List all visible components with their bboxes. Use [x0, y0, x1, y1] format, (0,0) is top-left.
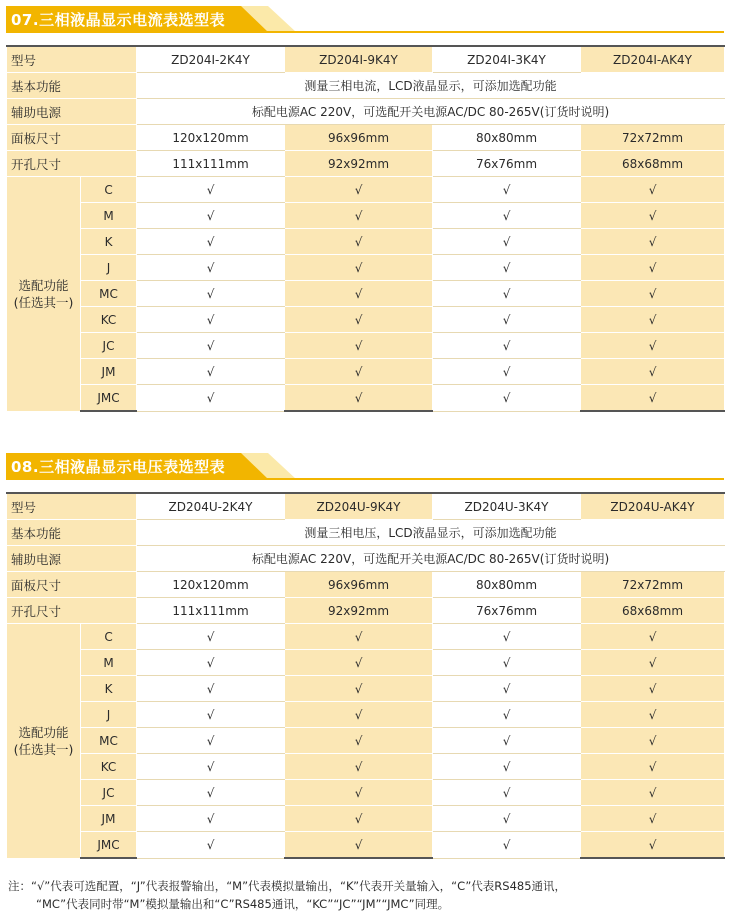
- spec-table: [6, 45, 725, 412]
- option-row: [7, 255, 725, 281]
- check-mark: √: [581, 307, 725, 333]
- check-mark: √: [581, 624, 725, 650]
- table-section-current: [6, 6, 724, 405]
- check-mark: √: [581, 676, 725, 702]
- check-mark: √: [581, 650, 725, 676]
- check-mark: √: [137, 832, 285, 859]
- check-mark: √: [581, 728, 725, 754]
- cutout-size-row: [7, 598, 725, 624]
- cutout-size-cell: 111x111mm: [137, 151, 285, 177]
- option-row: [7, 832, 725, 859]
- panel-size-cell: 120x120mm: [137, 572, 285, 598]
- cutout-size-cell: 92x92mm: [285, 598, 433, 624]
- check-mark: √: [433, 676, 581, 702]
- check-mark: √: [285, 702, 433, 728]
- check-mark: √: [433, 624, 581, 650]
- option-code: M: [81, 203, 137, 229]
- check-mark: √: [285, 806, 433, 832]
- model-cell: ZD204U-AK4Y: [581, 493, 725, 520]
- option-code: C: [81, 177, 137, 203]
- option-row: [7, 385, 725, 412]
- check-mark: √: [581, 832, 725, 859]
- check-mark: √: [433, 754, 581, 780]
- option-code: JM: [81, 806, 137, 832]
- check-mark: √: [285, 650, 433, 676]
- header-rule: [6, 31, 724, 33]
- option-row: [7, 333, 725, 359]
- check-mark: √: [285, 281, 433, 307]
- model-cell: ZD204U-3K4Y: [433, 493, 581, 520]
- aux-power-row: [7, 99, 725, 125]
- check-mark: √: [137, 229, 285, 255]
- check-mark: √: [137, 806, 285, 832]
- check-mark: √: [581, 203, 725, 229]
- check-mark: √: [137, 728, 285, 754]
- option-row: [7, 624, 725, 650]
- check-mark: √: [285, 255, 433, 281]
- check-mark: √: [137, 676, 285, 702]
- row-label: 基本功能: [7, 520, 137, 546]
- basic-function-value: 测量三相电流，LCD液晶显示，可添加选配功能: [137, 73, 725, 99]
- model-cell: ZD204U-2K4Y: [137, 493, 285, 520]
- section-header: [6, 6, 724, 32]
- option-code: JMC: [81, 385, 137, 412]
- row-label: 面板尺寸: [7, 125, 137, 151]
- option-row: [7, 754, 725, 780]
- section-title: 07.三相液晶显示电流表选型表: [11, 11, 226, 29]
- option-row: [7, 676, 725, 702]
- panel-size-cell: 72x72mm: [581, 572, 725, 598]
- model-row: [7, 493, 725, 520]
- check-mark: √: [433, 385, 581, 412]
- check-mark: √: [285, 728, 433, 754]
- header-rule: [6, 478, 724, 480]
- option-row: [7, 307, 725, 333]
- panel-size-cell: 72x72mm: [581, 125, 725, 151]
- option-code: KC: [81, 754, 137, 780]
- option-row: [7, 806, 725, 832]
- row-label: 型号: [7, 46, 137, 73]
- row-label: 开孔尺寸: [7, 151, 137, 177]
- options-label-line-1: 选配功能: [18, 724, 69, 740]
- cutout-size-cell: 92x92mm: [285, 151, 433, 177]
- check-mark: √: [433, 203, 581, 229]
- check-mark: √: [137, 754, 285, 780]
- row-label: 辅助电源: [7, 99, 137, 125]
- panel-size-row: [7, 572, 725, 598]
- check-mark: √: [433, 307, 581, 333]
- option-code: JMC: [81, 832, 137, 859]
- check-mark: √: [137, 177, 285, 203]
- option-code: J: [81, 702, 137, 728]
- options-label-line-1: 选配功能: [18, 277, 69, 293]
- option-code: J: [81, 255, 137, 281]
- row-label: 面板尺寸: [7, 572, 137, 598]
- panel-size-cell: 120x120mm: [137, 125, 285, 151]
- check-mark: √: [285, 780, 433, 806]
- footnote: [8, 877, 724, 913]
- footnote-line-2: “MC”代表同时带“M”模拟量输出和“C”RS485通讯，“KC”“JC”“JM”“JMC”同理。: [36, 897, 450, 911]
- options-label-line-2: (任选其一): [13, 741, 74, 757]
- model-cell: ZD204I-AK4Y: [581, 46, 725, 73]
- options-group-label: [7, 624, 81, 859]
- check-mark: √: [137, 359, 285, 385]
- row-label: 型号: [7, 493, 137, 520]
- options-group-label: [7, 177, 81, 412]
- check-mark: √: [433, 333, 581, 359]
- table-section-voltage: [6, 453, 724, 852]
- check-mark: √: [433, 806, 581, 832]
- check-mark: √: [285, 333, 433, 359]
- panel-size-cell: 96x96mm: [285, 572, 433, 598]
- option-code: MC: [81, 728, 137, 754]
- check-mark: √: [137, 203, 285, 229]
- check-mark: √: [581, 333, 725, 359]
- option-code: K: [81, 229, 137, 255]
- row-label: 辅助电源: [7, 546, 137, 572]
- check-mark: √: [137, 702, 285, 728]
- footnote-line-1: 注：“√”代表可选配置，“J”代表报警输出，“M”代表模拟量输出，“K”代表开关量输入，“C”代表RS485通讯，: [8, 879, 567, 893]
- options-label-line-2: (任选其一): [13, 294, 74, 310]
- check-mark: √: [581, 806, 725, 832]
- option-code: M: [81, 650, 137, 676]
- check-mark: √: [285, 624, 433, 650]
- cutout-size-cell: 76x76mm: [433, 151, 581, 177]
- option-row: [7, 780, 725, 806]
- spec-table: [6, 492, 725, 859]
- cutout-size-cell: 76x76mm: [433, 598, 581, 624]
- check-mark: √: [137, 650, 285, 676]
- check-mark: √: [285, 203, 433, 229]
- option-code: JC: [81, 333, 137, 359]
- check-mark: √: [433, 255, 581, 281]
- model-row: [7, 46, 725, 73]
- row-label: 基本功能: [7, 73, 137, 99]
- check-mark: √: [137, 333, 285, 359]
- section-title: 08.三相液晶显示电压表选型表: [11, 458, 226, 476]
- option-row: [7, 229, 725, 255]
- check-mark: √: [433, 281, 581, 307]
- check-mark: √: [137, 281, 285, 307]
- option-code: JC: [81, 780, 137, 806]
- option-code: JM: [81, 359, 137, 385]
- option-code: MC: [81, 281, 137, 307]
- check-mark: √: [433, 177, 581, 203]
- option-row: [7, 177, 725, 203]
- option-code: KC: [81, 307, 137, 333]
- check-mark: √: [285, 676, 433, 702]
- section-header: [6, 453, 724, 479]
- panel-size-cell: 80x80mm: [433, 125, 581, 151]
- check-mark: √: [581, 359, 725, 385]
- check-mark: √: [285, 385, 433, 412]
- check-mark: √: [137, 780, 285, 806]
- check-mark: √: [581, 177, 725, 203]
- check-mark: √: [581, 281, 725, 307]
- check-mark: √: [137, 624, 285, 650]
- cutout-size-row: [7, 151, 725, 177]
- option-code: C: [81, 624, 137, 650]
- option-row: [7, 702, 725, 728]
- check-mark: √: [433, 359, 581, 385]
- check-mark: √: [581, 702, 725, 728]
- check-mark: √: [285, 832, 433, 859]
- check-mark: √: [285, 359, 433, 385]
- check-mark: √: [285, 307, 433, 333]
- cutout-size-cell: 111x111mm: [137, 598, 285, 624]
- check-mark: √: [581, 255, 725, 281]
- cutout-size-cell: 68x68mm: [581, 151, 725, 177]
- check-mark: √: [433, 650, 581, 676]
- check-mark: √: [581, 385, 725, 412]
- option-code: K: [81, 676, 137, 702]
- panel-size-row: [7, 125, 725, 151]
- check-mark: √: [285, 229, 433, 255]
- panel-size-cell: 80x80mm: [433, 572, 581, 598]
- check-mark: √: [433, 832, 581, 859]
- check-mark: √: [433, 780, 581, 806]
- model-cell: ZD204I-2K4Y: [137, 46, 285, 73]
- option-row: [7, 359, 725, 385]
- option-row: [7, 203, 725, 229]
- check-mark: √: [285, 754, 433, 780]
- model-cell: ZD204I-9K4Y: [285, 46, 433, 73]
- check-mark: √: [285, 177, 433, 203]
- basic-function-value: 测量三相电压，LCD液晶显示，可添加选配功能: [137, 520, 725, 546]
- check-mark: √: [137, 255, 285, 281]
- check-mark: √: [581, 229, 725, 255]
- row-label: 开孔尺寸: [7, 598, 137, 624]
- check-mark: √: [433, 728, 581, 754]
- aux-power-value: 标配电源AC 220V，可选配开关电源AC/DC 80-265V(订货时说明): [137, 546, 725, 572]
- option-row: [7, 281, 725, 307]
- check-mark: √: [581, 780, 725, 806]
- model-cell: ZD204I-3K4Y: [433, 46, 581, 73]
- check-mark: √: [581, 754, 725, 780]
- option-row: [7, 728, 725, 754]
- check-mark: √: [433, 702, 581, 728]
- option-row: [7, 650, 725, 676]
- basic-function-row: [7, 520, 725, 546]
- check-mark: √: [433, 229, 581, 255]
- check-mark: √: [137, 385, 285, 412]
- aux-power-value: 标配电源AC 220V，可选配开关电源AC/DC 80-265V(订货时说明): [137, 99, 725, 125]
- basic-function-row: [7, 73, 725, 99]
- check-mark: √: [137, 307, 285, 333]
- cutout-size-cell: 68x68mm: [581, 598, 725, 624]
- model-cell: ZD204U-9K4Y: [285, 493, 433, 520]
- panel-size-cell: 96x96mm: [285, 125, 433, 151]
- aux-power-row: [7, 546, 725, 572]
